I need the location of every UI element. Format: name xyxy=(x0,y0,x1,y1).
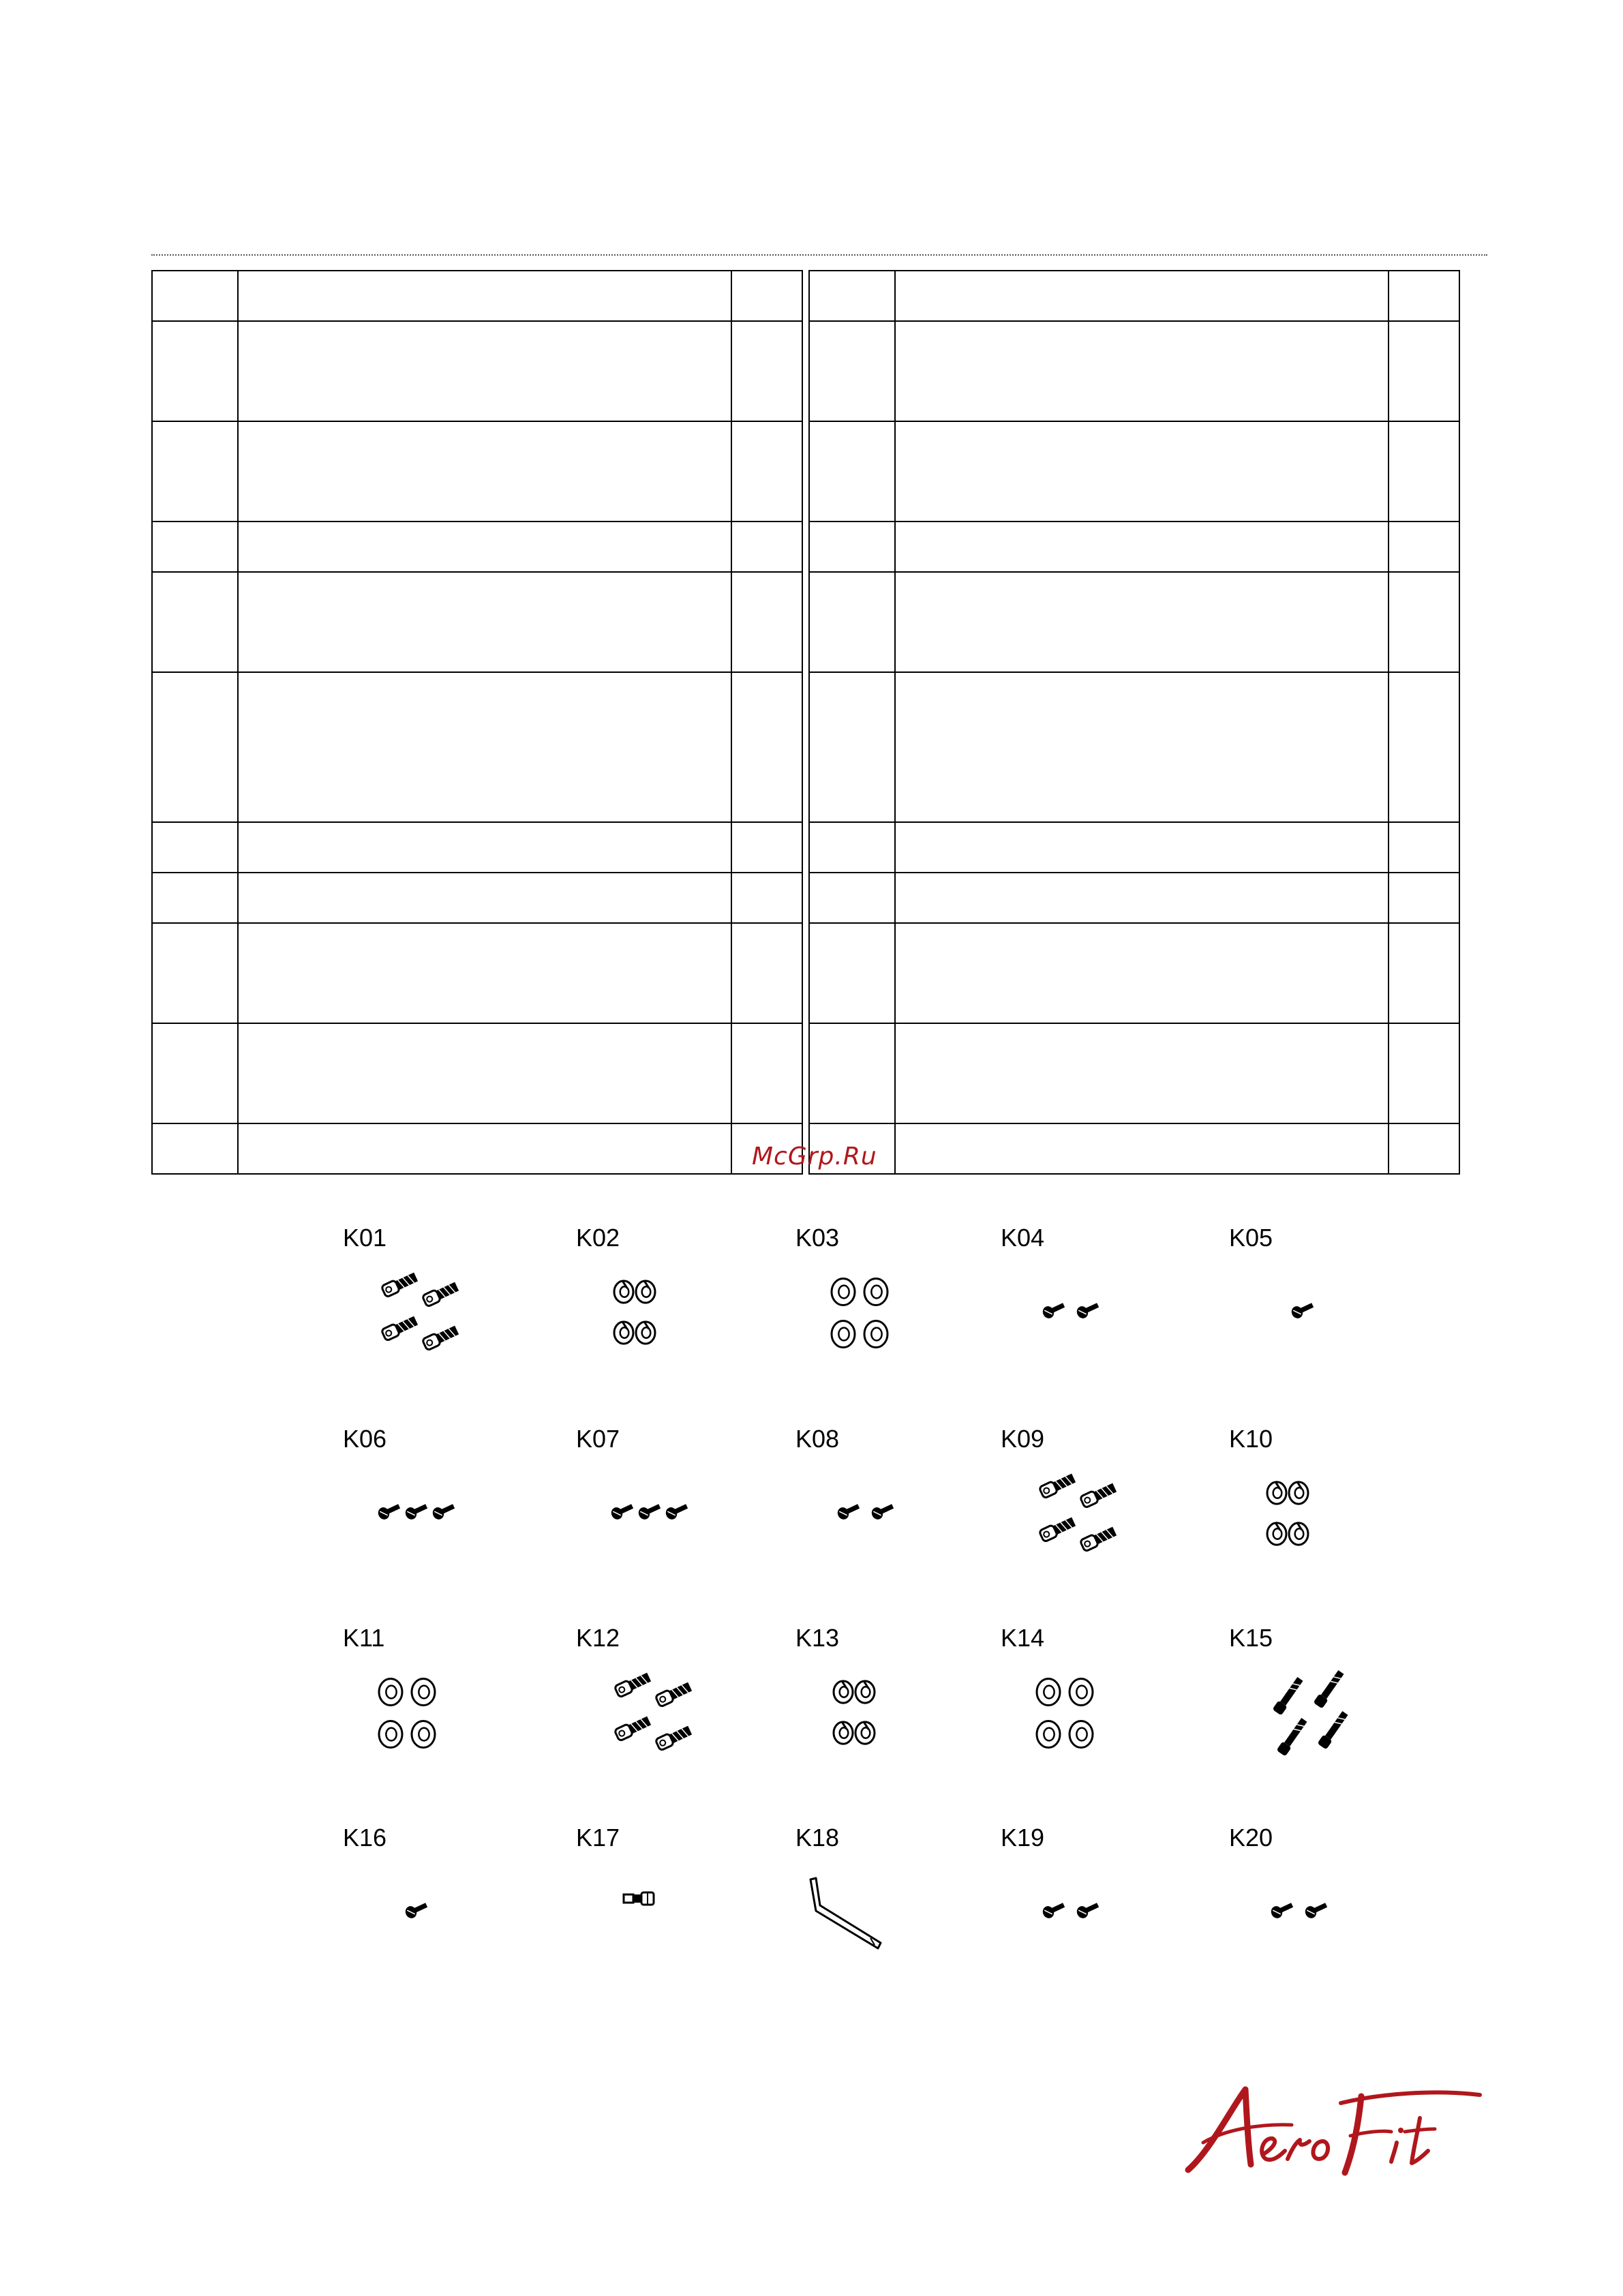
qty-cell xyxy=(1389,672,1459,822)
description-cell xyxy=(895,421,1389,522)
kit-label: K04 xyxy=(1001,1224,1045,1252)
description-cell xyxy=(238,1023,731,1123)
qty-cell xyxy=(731,873,802,923)
description-cell xyxy=(895,672,1389,822)
aerofit-logo xyxy=(1183,2083,1483,2185)
small-screw-set-2-icon xyxy=(823,1452,939,1588)
description-cell xyxy=(895,271,1389,321)
description-cell xyxy=(238,321,731,421)
part-no-cell xyxy=(809,1023,895,1123)
kit-label: K02 xyxy=(576,1224,620,1252)
table-row xyxy=(152,822,1459,873)
table-row xyxy=(152,572,1459,672)
part-no-cell xyxy=(152,672,238,822)
qty-cell xyxy=(1389,873,1459,923)
description-cell xyxy=(895,522,1389,572)
kit-label: K10 xyxy=(1229,1425,1273,1453)
kit-label: K03 xyxy=(795,1224,840,1252)
qty-cell xyxy=(731,572,802,672)
table-row xyxy=(152,321,1459,421)
description-cell xyxy=(238,271,731,321)
watermark: McGrp.Ru xyxy=(752,1143,877,1170)
part-no-cell xyxy=(152,923,238,1023)
description-cell xyxy=(238,1123,731,1174)
description-cell xyxy=(238,572,731,672)
description-cell xyxy=(238,822,731,873)
kit-label: K18 xyxy=(795,1824,840,1852)
table-row xyxy=(152,421,1459,522)
part-no-cell xyxy=(809,271,895,321)
qty-cell xyxy=(731,271,802,321)
qty-cell xyxy=(731,672,802,822)
part-no-cell xyxy=(152,873,238,923)
description-cell xyxy=(238,923,731,1023)
separator-cell xyxy=(802,1023,809,1123)
description-cell xyxy=(895,873,1389,923)
qty-cell xyxy=(1389,271,1459,321)
kit-label: K09 xyxy=(1001,1425,1045,1453)
separator-cell xyxy=(802,321,809,421)
qty-cell xyxy=(1389,522,1459,572)
separator-cell xyxy=(802,822,809,873)
part-no-cell xyxy=(809,572,895,672)
kit-label: K20 xyxy=(1229,1824,1273,1852)
qty-cell xyxy=(1389,572,1459,672)
table-row xyxy=(152,873,1459,923)
parts-table-body xyxy=(152,271,1459,1174)
small-screw-set-3-icon xyxy=(603,1452,719,1588)
small-screw-set-2-icon xyxy=(1028,1851,1144,1987)
kit-label: K06 xyxy=(343,1425,387,1453)
flat-washer-set-4-icon xyxy=(823,1251,939,1387)
kit-label: K16 xyxy=(343,1824,387,1852)
description-cell xyxy=(238,421,731,522)
flat-washer-set-4-icon xyxy=(370,1651,486,1787)
separator-cell xyxy=(802,923,809,1023)
separator-cell xyxy=(802,421,809,522)
dotted-rule xyxy=(151,254,1487,256)
kit-label: K13 xyxy=(795,1624,840,1652)
table-row xyxy=(152,672,1459,822)
kit-label: K11 xyxy=(343,1624,385,1652)
description-cell xyxy=(238,522,731,572)
small-screw-1-icon xyxy=(370,1851,486,1987)
separator-cell xyxy=(802,271,809,321)
part-no-cell xyxy=(152,1023,238,1123)
small-screw-set-2-icon xyxy=(1256,1851,1372,1987)
separator-cell xyxy=(802,672,809,822)
description-cell xyxy=(895,572,1389,672)
qty-cell xyxy=(731,923,802,1023)
part-no-cell xyxy=(152,321,238,421)
cap-screw-set-4-icon xyxy=(603,1651,719,1787)
separator-cell xyxy=(802,522,809,572)
part-no-cell xyxy=(809,522,895,572)
kit-label: K07 xyxy=(576,1425,620,1453)
part-no-cell xyxy=(152,421,238,522)
part-no-cell xyxy=(809,321,895,421)
table-row xyxy=(152,271,1459,321)
kit-label: K17 xyxy=(576,1824,620,1852)
table-row xyxy=(152,1023,1459,1123)
description-cell xyxy=(238,873,731,923)
lock-washer-set-4-icon xyxy=(823,1651,939,1787)
qty-cell xyxy=(1389,321,1459,421)
lock-washer-set-4-icon xyxy=(1256,1452,1372,1588)
table-row xyxy=(152,923,1459,1023)
description-cell xyxy=(895,1123,1389,1174)
part-no-cell xyxy=(152,572,238,672)
small-screw-set-2-icon xyxy=(1028,1251,1144,1387)
part-no-cell xyxy=(152,1123,238,1174)
separator-cell xyxy=(802,572,809,672)
qty-cell xyxy=(731,421,802,522)
qty-cell xyxy=(731,522,802,572)
kit-label: K12 xyxy=(576,1624,620,1652)
description-cell xyxy=(895,923,1389,1023)
cap-screw-set-4-icon xyxy=(370,1251,486,1387)
nut-bolt-1-icon xyxy=(603,1851,719,1987)
description-cell xyxy=(895,321,1389,421)
part-no-cell xyxy=(152,271,238,321)
kit-label: K01 xyxy=(343,1224,387,1252)
qty-cell xyxy=(1389,1023,1459,1123)
part-no-cell xyxy=(809,672,895,822)
table-row xyxy=(152,522,1459,572)
part-no-cell xyxy=(809,822,895,873)
part-no-cell xyxy=(809,873,895,923)
cap-screw-set-4-icon xyxy=(1028,1452,1144,1588)
part-no-cell xyxy=(152,522,238,572)
qty-cell xyxy=(731,1023,802,1123)
part-no-cell xyxy=(152,822,238,873)
lock-washer-set-4-icon xyxy=(603,1251,719,1387)
qty-cell xyxy=(1389,421,1459,522)
parts-list-table xyxy=(151,270,1460,1175)
part-no-cell xyxy=(809,421,895,522)
allen-key-icon xyxy=(789,1851,905,1987)
small-screw-set-3-icon xyxy=(370,1452,486,1588)
qty-cell xyxy=(1389,1123,1459,1174)
separator-cell xyxy=(802,873,809,923)
qty-cell xyxy=(731,822,802,873)
kit-label: K14 xyxy=(1001,1624,1045,1652)
long-bolt-set-4-icon xyxy=(1256,1651,1372,1787)
flat-washer-set-4-icon xyxy=(1028,1651,1144,1787)
description-cell xyxy=(895,822,1389,873)
kit-label: K05 xyxy=(1229,1224,1273,1252)
small-screw-1-icon xyxy=(1256,1251,1372,1387)
qty-cell xyxy=(731,321,802,421)
qty-cell xyxy=(1389,822,1459,873)
qty-cell xyxy=(1389,923,1459,1023)
part-no-cell xyxy=(809,923,895,1023)
kit-label: K19 xyxy=(1001,1824,1045,1852)
kit-label: K08 xyxy=(795,1425,840,1453)
kit-label: K15 xyxy=(1229,1624,1273,1652)
description-cell xyxy=(895,1023,1389,1123)
description-cell xyxy=(238,672,731,822)
